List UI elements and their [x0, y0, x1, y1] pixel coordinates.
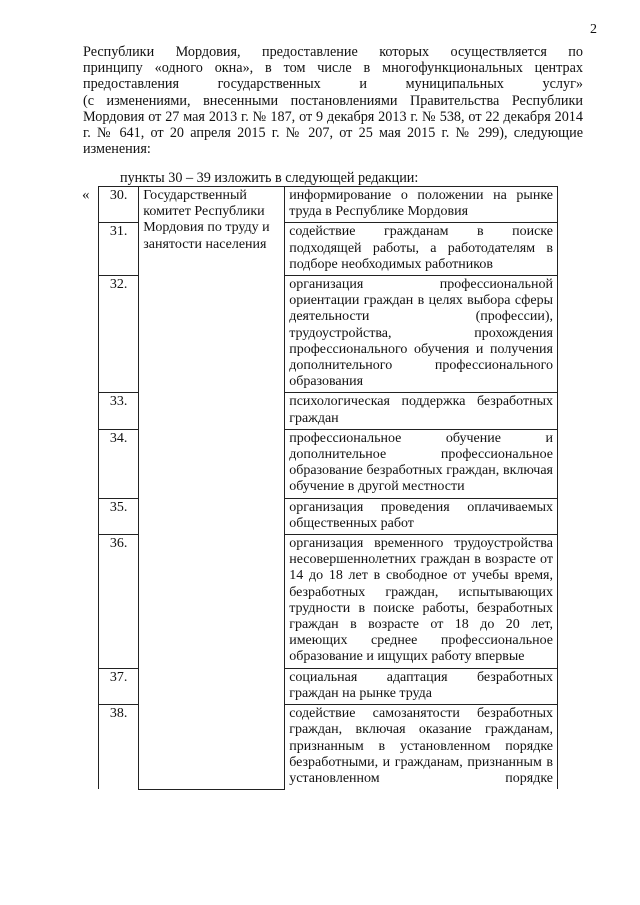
- row-number: 35.: [99, 498, 139, 534]
- service-cell: содействие гражданам в поиске подходящей работы, а работодателям в подборе необходимых работников: [285, 223, 558, 276]
- services-table: [98, 186, 558, 790]
- intro-paragraph: (с изменениями, внесенными постановлениями Правительства Республики Мордовия от 27 мая 2013 г. № 187, от 9 декабря 2013 г. № 538, от 22 декабря 2014 г. № 641, от 20 апреля 2015 г. № 207, от 25 мая 2015 г. № 299), следующие изменения:: [83, 92, 583, 158]
- intro-line-3: предоставления государственных и муниципальных услуг»: [83, 76, 583, 93]
- row-number: 37.: [99, 668, 139, 704]
- row-number: 32.: [99, 276, 139, 393]
- row-number: 31.: [99, 223, 139, 276]
- service-cell: организация профессиональной ориентации граждан в целях выбора сферы деятельности (профессии), трудоустройства, прохождения профессионального обучения и получения дополнительного профессионального образования: [285, 276, 558, 393]
- service-cell: психологическая поддержка безработных граждан: [285, 393, 558, 429]
- table-row: [99, 187, 558, 223]
- service-cell: социальная адаптация безработных граждан на рынке труда: [285, 668, 558, 704]
- service-cell: организация временного трудоустройства несовершеннолетних граждан в возрасте от 14 до 18 лет в свободное от учебы время, безработных граждан, испытывающих трудности в поиске работы, безработных граждан в возрасте от 18 до 20 лет, имеющих среднее профессиональное образование и ищущих работу впервые: [285, 535, 558, 669]
- service-cell: организация проведения оплачиваемых общественных работ: [285, 498, 558, 534]
- row-number: 36.: [99, 535, 139, 669]
- organization-cell: Государственный комитет Республики Мордовия по труду и занятости населения: [139, 187, 285, 790]
- opening-quote: «: [82, 187, 90, 203]
- service-cell: профессиональное обучение и дополнительное профессиональное образование безработных граждан, включая обучение в другой местности: [285, 429, 558, 498]
- intro-text: [83, 44, 583, 157]
- intro-line-2: принципу «одного окна», в том числе в многофункциональных центрах: [83, 60, 583, 77]
- service-cell: информирование о положении на рынке труда в Республике Мордовия: [285, 187, 558, 223]
- page-number: 2: [590, 22, 597, 37]
- items-instruction: пункты 30 – 39 изложить в следующей редакции:: [120, 170, 419, 186]
- intro-line-1: Республики Мордовия, предоставление которых осуществляется по: [83, 44, 583, 60]
- row-number: 33.: [99, 393, 139, 429]
- row-number: 34.: [99, 429, 139, 498]
- service-cell: содействие самозанятости безработных граждан, включая оказание гражданам, признанным в установленном порядке безработными, и гражданам, признанным в установленном порядке: [285, 705, 558, 790]
- row-number: 38.: [99, 705, 139, 790]
- row-number: 30.: [99, 187, 139, 223]
